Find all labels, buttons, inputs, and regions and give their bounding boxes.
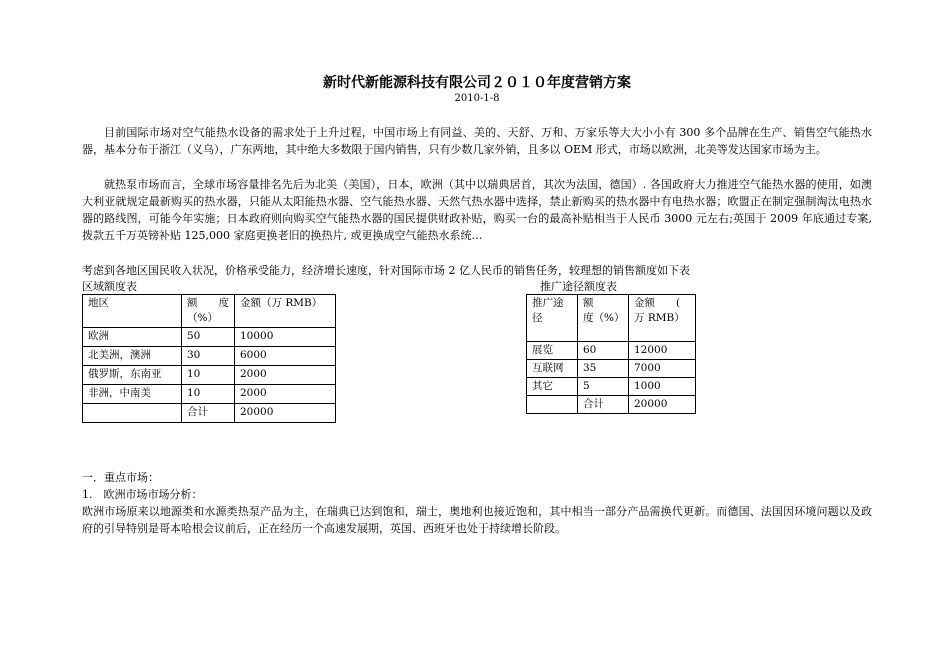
region-table-caption: 区域额度表 [82, 280, 137, 293]
section-text: 欧洲市场原来以地源类和水源类热泵产品为主，在瑞典已达到饱和，瑞士，奥地利也接近饱和，其中相当一部分产品需换代更新。而德国、法国因环境问题以及政府的引导特别是哥本哈根会议前后，正在经历一个高速发展期，英国、西班牙也处于持续增长阶段。 [82, 505, 872, 535]
table-cell: 10000 [235, 328, 336, 347]
paragraph-intro: 目前国际市场对空气能热水设备的需求处于上升过程，中国市场上有同益、美的、天舒、万和、万家乐等大大小小有 300 多个品牌在生产、销售空气能热水器，基本分布于浙江（义乌），广东两地，其中绝大多数限于国内销售，只有少数几家外销，且多以 OEM 形式，市场以欧洲，北美等发达国家市场为主。 [82, 126, 872, 156]
table-cell: 合计 [182, 404, 235, 423]
table-cell: 60 [578, 342, 629, 360]
table-row [83, 347, 336, 366]
subsection-heading: 1. 欧洲市场市场分析： [82, 488, 203, 501]
region-table [82, 294, 336, 423]
document-date: 2010-1-8 [454, 93, 500, 104]
table-cell: 20000 [235, 404, 336, 423]
table-cell: 北美洲，澳洲 [83, 347, 182, 366]
document-title: 新时代新能源科技有限公司２０１０年度营销方案 [323, 75, 631, 91]
table-cell: 10 [182, 385, 235, 404]
promo-table-caption: 推广途径额度表 [540, 280, 617, 293]
table-cell: 非洲，中南美 [83, 385, 182, 404]
table-cell: 其它 [527, 378, 578, 396]
table-cell: 1000 [629, 378, 696, 396]
document-page [82, 68, 872, 537]
table-header-cell: 额 度（%） [182, 295, 235, 328]
table-cell: 展览 [527, 342, 578, 360]
table-cell: 35 [578, 360, 629, 378]
table-cell: 欧洲 [83, 328, 182, 347]
table-cell: 50 [182, 328, 235, 347]
table-header-row [527, 295, 696, 342]
table-header-cell: 额 度（%） [578, 295, 629, 342]
paragraph-market: 就热泵市场而言，全球市场容量排名先后为北美（美国），日本，欧洲（其中以瑞典居首，其次为法国，德国）. 各国政府大力推进空气能热水器的使用，如澳大利亚就规定最新购买的热水器，只能从太阳能热水器、空气能热水器、天然气热水器中选择，禁止新购买的热水器中有电热水器；欧盟正在制定强制淘汰电热水器的路线图，可能今年实施；日本政府则向购买空气能热水器的国民提供财政补贴，购买一台的最高补贴相当于人民币 3000 元左右;英国于 2009 年底通过专案,拨款五千万英镑补贴 125,000 家庭更换老旧的换热片, 或更换成空气能热水系统… [82, 178, 872, 242]
table-cell: 12000 [629, 342, 696, 360]
table-row [83, 328, 336, 347]
section-key-markets [82, 469, 872, 537]
table-row [527, 378, 696, 396]
promo-table-block [526, 279, 702, 414]
table-total-row [527, 396, 696, 414]
table-cell: 7000 [629, 360, 696, 378]
table-total-row [83, 404, 336, 423]
region-table-block [82, 279, 336, 423]
table-row [83, 385, 336, 404]
table-row [83, 366, 336, 385]
table-row [527, 360, 696, 378]
table-cell: 互联网 [527, 360, 578, 378]
table-header-cell: 推广途径 [527, 295, 578, 342]
paragraph-quota: 考虑到各地区国民收入状况，价格承受能力，经济增长速度，针对国际市场 2 亿人民币的销售任务，较理想的销售额度如下表 [82, 264, 690, 277]
table-cell: 合计 [578, 396, 629, 414]
table-cell: 10 [182, 366, 235, 385]
tables-area [82, 279, 872, 439]
table-cell [527, 396, 578, 414]
table-cell: 2000 [235, 385, 336, 404]
promo-table [526, 294, 702, 414]
table-cell: 2000 [235, 366, 336, 385]
table-header-row [83, 295, 336, 328]
table-header-cell: 金额（万 RMB） [235, 295, 336, 328]
table-header-cell: 地区 [83, 295, 182, 328]
table-cell: 30 [182, 347, 235, 366]
table-cell: 5 [578, 378, 629, 396]
table-cell: 俄罗斯，东南亚 [83, 366, 182, 385]
table-header-cell: 金额 ( 万 RMB） [629, 295, 696, 342]
table-cell [83, 404, 182, 423]
section-heading: 一．重点市场： [82, 471, 159, 484]
table-row [527, 342, 696, 360]
table-cell: 20000 [629, 396, 696, 414]
table-cell: 6000 [235, 347, 336, 366]
